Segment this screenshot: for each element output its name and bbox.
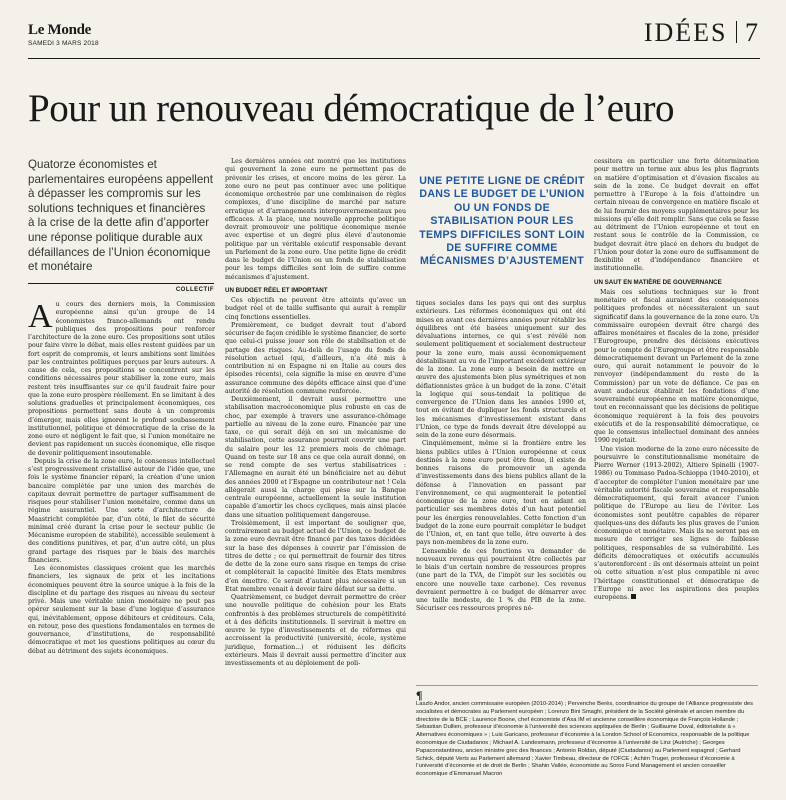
signatories-text: Laszlo Andor, ancien commissaire européen (2010-2014) ; Pervenche Berès, coordinatrice du groupe de l’Alliance progressiste des socialistes et démocrates au Parlement européen ; Lorenzo Bini Smaghi, président de la Société générale et ancien membre du directoire de la BCE ; Laurence Boone, chef économiste d’Axa IM et ancienne conseillère économique de François Hollande ; Sebastian Dullien, professeur d’économie à l’université des sciences appliquées de Berlin ; Guillaume Duval, éditorialiste à « Alternatives économiques » ; Luis Garicano, professeur d’économie à la London School of Economics, responsable de la politique économique de Ciudadanos ; Michael A. Landesmann, professeur d’économie à l’université de Linz (Autriche) ; Georges Papaconstantinou, ancien ministre grec des finances ; Antonio Roldan, député (Ciudadanos) au Parlement espagnol ; Gerhard Schick, député Verts au Parlement allemand ; Xavier Timbeau, directeur de l’OFCE ; Achim Truger, professeur d’économie à l’université d’économie et de droit de Berlin ; Shahin Vallée, économiste au Soros Fund Management et ancien conseiller économique d’Emmanuel Macron: [416, 701, 754, 778]
paragraph: Quatrièmement, ce budget devrait permettre de créer une nouvelle politique de cohésion pour les Etats confrontés à des problèmes structurels de compétitivité et à des déficits institutionnels. Il servirait à mettre en œuvre le type d’investissements et de réformes qui accroissent la productivité (université, école, système juridique, formation...) et réduisent les déficits extérieurs. Mais il devrait aussi permettre d’inciter aux investissements et au déploiement de poli-: [225, 594, 406, 667]
paragraph: Ces objectifs ne peuvent être atteints qu’avec un budget réel et de taille suffisante qui aurait à remplir cinq fonctions essentielles.: [225, 297, 406, 321]
paragraph: L’ensemble de ces fonctions va demander de nouveaux revenus qui pourraient être collectés par le biais d’un certain nombre de ressources propres (une part de la TVA, de l’impôt sur les sociétés ou encore une nouvelle taxe carbone). Ces revenus devraient permettre à ce budget de démarrer avec une taille modeste, de 1 % du PIB de la zone. Sécuriser ces ressources propres né-: [416, 547, 586, 613]
paragraph: Une vision moderne de la zone euro nécessite de poursuivre le constitutionnalisme monétaire de Pierre Werner (1913-2002), Altiero Spinelli (1907-1986) ou Tommaso Padoa-Schioppa (1940-2010), et d’accepter de compléter l’union monétaire par une véritable autorité fiscale souveraine et responsable démocratiquement, qui ferait avancer l’union politique de l’Europe au lieu de l’éviter. Les économistes sont peutêtre capables de réparer quelques-uns des défauts les plus graves de l’union économique et monétaire. Mais ils ne seront pas en mesure de corriger ses lignes de faiblesse politiques, responsables de sa vulnérabilité. Les déficits démocratiques et exécutifs accumulés s’autorenforcent : ils ont désormais atteint un point où cette situation n’est plus compatible ni avec l’héritage constitutionnel et démocratique de l’Europe ni avec les aspirations des peuples européens.: [594, 445, 759, 601]
paragraph: Cinquièmement, même si la frontière entre les biens publics utiles à l’Union européenne et ceux destinés à la zone euro peut être floue, il existe de bonnes raisons de promouvoir un agenda d’investissements dans des biens publics allant de la défense à l’innovation en passant par l’environnement, ce qui augmenterait le potentiel économique de la zone euro, tout en aidant en particulier ses membres dotés d’un haut potentiel pour les énergies renouvelables. Cette fonction d’un budget de la zone euro pourrait compléter le budget de l’Union, et, en tant que telle, être ouverte à des pays non-membres de la zone euro.: [416, 440, 586, 547]
section-name: IDÉES: [643, 18, 728, 47]
subheading: UN SAUT EN MATIÈRE DE GOUVERNANCE: [594, 278, 722, 286]
byline: COLLECTIF: [28, 283, 214, 293]
end-mark-icon: [631, 594, 636, 599]
newspaper-logo: Le Monde: [28, 22, 92, 38]
headline: Pour un renouveau démocratique de l’euro: [28, 87, 675, 130]
paragraph: Premièrement, ce budget devrait tout d’abord sécuriser de façon crédible le système financier, de sorte que celui-ci puisse jouer son rôle de stabilisation et de partage des risques. Au-delà de l’usage du fonds de résolution actuel (qui, d’ailleurs, n’a été mis à contribution ni en Espagne ni en Italie au cours des épisodes récents), cela signifie la mise en œuvre d’une assurance commune des dépôts efficace ainsi que d’une autorité de résolution commune renforcée.: [225, 321, 406, 395]
section-header: [644, 18, 760, 48]
masthead: [28, 22, 99, 47]
paragraph: cessitera en particulier une forte détermination pour mettre un terme aux abus les plus flagrants en matière d’optimisation et d’évasion fiscales au sein de la zone. Ce budget devrait en effet permettre à l’Europe à la fois d’atteindre un certain niveau de convergence en matière fiscale et de lui fournir des moyens supplémentaires pour les missions qu’elle doit remplir. Sans que cela se fasse au détriment de l’Union européenne et tout en restant sous le contrôle de la Commission, ce budget devrait être placé en dehors du budget de l’Union pour doter la zone euro de suffisamment de flexibilité et d’indépendance financière et institutionnelle.: [594, 158, 759, 273]
header-rule: [28, 58, 760, 59]
column-1: [28, 298, 215, 656]
subheading: UN BUDGET RÉEL ET IMPORTANT: [225, 286, 328, 294]
section-divider: [736, 21, 738, 43]
paragraph: Mais ces solutions techniques sur le front monétaire et fiscal auraient des conséquences politiques profondes et nécessiteraient un saut significatif dans la gouvernance de la zone euro. Un commissaire européen devrait être chargé des affaires monétaires et fiscales de la zone, présider l’Eurogroupe, prendre des décisions exécutives pour le compte de l’Eurogroupe et être responsable démocratiquement devant un Parlement de la zone euro, qui aurait notamment le pouvoir de le renvoyer (indépendamment du reste de la Commission) par un vote de défiance. Ce pas en avant audacieux établirait les fondations d’une souveraineté européenne en matière économique, tout en reconnaissant que les décisions de politique économique requièrent à la fois des pouvoirs exécutifs et de la responsabilité démocratique, ce que le consensus intellectuel dominant des années 1990 rejetait.: [594, 288, 759, 445]
paragraph: Les économistes classiques croient que les marchés financiers, les signaux de prix et les incitations économiques peuvent être la source unique à la fois de la discipline et du partage des risques au niveau du secteur privé. Mais une véritable union monétaire ne peut pas opérer seulement sur la base d’une logique d’assurance qui, inévitablement, oppose débiteurs et créditeurs. Cela, en retour, pose des questions fondamentales en termes de gouvernance, d’institutions, de responsabilité démocratique et met les questions politiques au cœur du débat au détriment des sujets économiques.: [28, 565, 215, 655]
signatories: [416, 685, 758, 779]
paragraph: Deuxièmement, il devrait aussi permettre une stabilisation macroéconomique plus robuste en cas de choc, par exemple à travers une assurance-chômage partielle au niveau de la zone euro. Financée par une taxe, ce qui serait déjà en soi un mécanisme de stabilisation, cette assurance pourrait couvrir une part du salaire pour les 12 premiers mois de chômage. Quand on teste sur 18 ans ce que cela aurait donné, on se rend compte de ses vertus stabilisatrices : l’Allemagne en aurait été un bénéficiaire net au début des années 2000 et l’Espagne un contributeur net ! Cela allégerait aussi la charge qui pèse sur la Banque centrale européenne, actuellement la seule institution capable d’amortir les chocs cycliques, mais ainsi placée dans une situation politiquement dangereuse.: [225, 396, 406, 519]
column-4: [594, 158, 759, 602]
issue-date: SAMEDI 3 MARS 2018: [28, 40, 99, 47]
pull-quote: UNE PETITE LIGNE DE CRÉDIT DANS LE BUDGET DE L’UNION OU UN FONDS DE STABILISATION POUR LES TEMPS DIFFICILES SONT LOIN DE SUFFIRE COMME MÉCANISMES D’AJUSTEMENT: [419, 175, 585, 268]
page-number: 7: [745, 18, 760, 47]
paragraph: Depuis la crise de la zone euro, le consensus intellectuel s’est progressivement cristallisé autour de l’idée que, une fois le système financier réparé, la création d’une union bancaire complétée par une union des marchés de capitaux devrait permettre de partager suffisamment de risques pour stabiliser l’union monétaire, comme dans un régime assurantiel. Une sorte d’architecture de Maastricht complétée par, d’un côté, le filet de sécurité minimal créé durant la crise pour le secteur public (le Mécanisme européen de stabilité), accessible seulement à des conditions punitives, et par, d’un autre côté, un plus grand partage des risques par le biais des marchés financiers.: [28, 457, 215, 564]
pilcrow-icon: ¶: [416, 688, 423, 702]
paragraph: Au cours des derniers mois, la Commission européenne ainsi qu’un groupe de 14 économistes franco-allemands ont rendu publiques des propositions pour renforcer l’architecture de la zone euro. Ces propositions sont utiles pour faire vivre le débat, mais elles restent guidées par un fort esprit de compromis, et leurs ambitions sont limitées par les contraintes politiques perçues par leurs auteurs. A cause de cela, ces propositions se concentrent sur les conditions nécessaires pour stabiliser la zone euro, mais restent très insuffisantes sur ce qu’il faudrait faire pour que la zone euro prospère réellement. En se limitant à des solutions graduelles et principalement économiques, ces propositions permettent sans doute à un compromis d’émerger, mais elles ignorent le profond soubassement institutionnel, politique et démocratique de la crise de la zone euro et négligent le fait que, si l’union monétaire ne devient pas rapidement un succès économique, elle risque de devenir politiquement insoutenable.: [28, 298, 215, 457]
column-3: [416, 300, 586, 614]
paragraph: tiques sociales dans les pays qui ont des surplus extérieurs. Les réformes économiques qui ont été mises en avant ces dernières années pour rétablir les équilibres ont été basées uniquement sur des dévaluations internes, ce qui s’est révélé non seulement politiquement et socialement destructeur pour la zone euro, mais aussi économiquement déstabilisant au vu de l’important excédent extérieur de la zone. La zone euro a besoin de mettre en œuvre des ajustements bien plus symétriques et non déflationnistes grâce à un budget de la zone. C’était la logique qui sous-tendait la politique de convergence de l’Union dans les années 1990 et, tout en évitant de dupliquer les fonds structurels et les mécanismes d’investissement existant dans l’Union, ce type de fonds devrait être développé au sein de la zone euro désormais.: [416, 300, 586, 439]
drop-cap: A: [28, 298, 53, 335]
paragraph: Troisièmement, il est important de souligner que, contrairement au budget actuel de l’Union, ce budget de la zone euro devrait être financé par des taxes décidées sur la base des dépenses à couvrir par l’émission de titres de dette ; ce qui permettrait de fournir des titres de dette de la zone euro sans risque en temps de crise et compléterait la capacité limitée des Etats membres d’en émettre. Ce serait d’autant plus nécessaire si un Etat membre venait à devoir faire défaut sur sa dette.: [225, 519, 406, 593]
standfirst: Quatorze économistes et parlementaires européens appellent à dépasser les compromis sur les solutions techniques et financières à la crise de la dette afin d’apporter une réponse politique durable aux défaillances de l’Union économique et monétaire: [28, 158, 213, 274]
column-2: [225, 158, 406, 668]
paragraph: Les dernières années ont montré que les institutions qui gouvernent la zone euro ne permettent pas de prévenir les crises, et encore moins de les gérer. La zone euro ne peut pas continuer avec une politique économique orchestrée par une combinaison de règles complexes, d’une discipline de marché par nature erratique et d’arrangements intergouvernementaux peu efficaces. A la place, une nouvelle approche politique devrait promouvoir une politique économique menée avec expertise et un degré plus élevé d’autonomie politique par un véritable exécutif responsable devant un Parlement de la zone euro. Une petite ligne de crédit dans le budget de l’Union ou un fonds de stabilisation pour les temps difficiles sont loin de suffire comme mécanismes d’ajustement.: [225, 158, 406, 281]
